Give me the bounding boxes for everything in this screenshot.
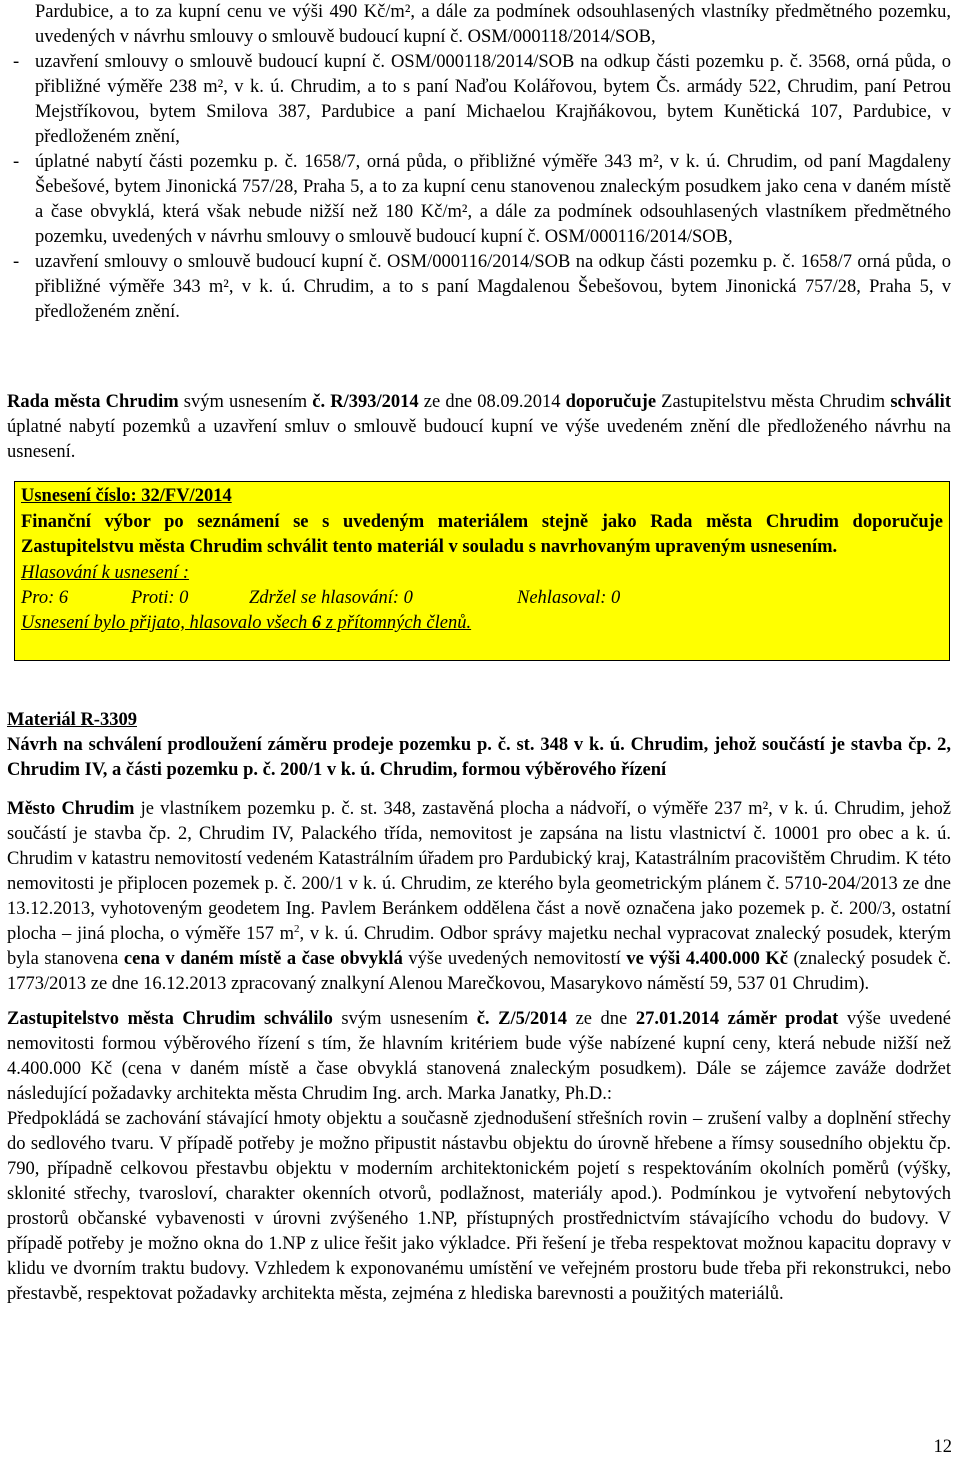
list-item bbox=[7, 50, 951, 150]
text: svým usnesením bbox=[178, 392, 313, 412]
paragraph-requirements: Předpokládá se zachování stávající hmoty objektu a současně zjednodušení střešních rovin – zrušení valby a doplnění střechy do sedlového tvaru. V případě potřeby je možno připustit nástavbu objektu do úrovně hřebene a římsy sousedního objektu čp. 790, případně celkovou přestavbu objektu v moderním architektonickém pojetí s respektováním okolních poměrů (výšky, sklonité střechy, tvarosloví, charakter okenních otvorů, podlažnost, materiály apod.). Podmínkou je vytvoření nebytových prostorů občanské vybavenosti v úrovni zvýšeného 1.NP, přístupných prostřednictvím stávajícího vchodu do budovy. V případě potřeby je možno okna do 1.NP z ulice řešit jako výkladce. Při řešení je třeba respektovat možnou kapacitu dopravy v klidu ve dvorním traktu budovy. Vzhledem k exponovanému umístění ve veřejném prostoru bude třeba při rekonstrukci, nebo přestavbě, respektovat požadavky architekta města, zejména z hlediska barevnosti a použitých materiálů. bbox=[7, 1109, 951, 1304]
text-bold: Zastupitelstvo města Chrudim schválilo bbox=[7, 1009, 333, 1029]
paragraph-zastupitelstvo bbox=[7, 1007, 951, 1107]
material-heading: Návrh na schválení prodloužení záměru prodeje pozemku p. č. st. 348 v k. ú. Chrudim, jehož součástí je stavba čp. 2, Chrudim IV, a části pozemku p. č. 200/1 v k. ú. Chrudim, formou výběrového řízení bbox=[7, 735, 951, 780]
text: úplatné nabytí pozemků a uzavření smluv o smlouvě budoucí kupní ve výše uvedeném znění dle předloženého návrhu na usnesení. bbox=[7, 417, 951, 462]
vote-zdrzel: Zdržel se hlasování: 0 bbox=[249, 588, 413, 608]
text-bold: 6 bbox=[311, 613, 322, 633]
text: výše uvedené nemovitosti formou výběrového řízení s tím, že hlavním kritériem bude výše nabízené kupní ceny, která nebude nižší než 4.400.000 Kč (cena v daném místě a čase obvyklá stanovená znaleckým posudkem). Dále se zájemce zaváže dodržet následující požadavky architekta města Chrudim Ing. arch. Marka Janatky, Ph.D.: bbox=[7, 1009, 951, 1104]
text-bold: cena v daném místě a čase obvyklá bbox=[123, 949, 403, 969]
text: výše uvedených nemovitostí bbox=[402, 949, 627, 969]
text: z přítomných členů. bbox=[321, 613, 472, 633]
text-bold: Rada města Chrudim bbox=[7, 392, 179, 412]
text-bold: 27.01.2014 záměr prodat bbox=[635, 1009, 839, 1029]
material-section bbox=[7, 708, 951, 1307]
paragraph-intro: Pardubice, a to za kupní cenu ve výši 490 Kč/m², a dále za podmínek odsouhlasených vlastníky předmětného pozemku, uvedených v návrhu smlouvy o smlouvě budoucí kupní č. OSM/000118/2014/SOB, bbox=[35, 2, 951, 47]
text: svým usnesením bbox=[332, 1009, 477, 1029]
text-bold: č. Z/5/2014 bbox=[476, 1009, 567, 1029]
vote-proti: Proti: 0 bbox=[131, 588, 189, 608]
proposal-list bbox=[7, 0, 951, 325]
resolution-title: Usnesení číslo: 32/FV/2014 bbox=[21, 486, 232, 506]
resolution-text: Finanční výbor po seznámení se s uvedeným materiálem stejně jako Rada města Chrudim doporučuje Zastupitelstvu města Chrudim schválit tento materiál v souladu s navrhovaným upraveným usnesením. bbox=[21, 511, 943, 557]
vote-nehlasoval: Nehlasoval: 0 bbox=[517, 588, 621, 608]
resolution-result bbox=[21, 611, 943, 637]
dash-marker: - bbox=[13, 52, 20, 72]
page-number: 12 bbox=[933, 1437, 952, 1457]
dash-marker: - bbox=[13, 252, 20, 272]
text-bold: schválit bbox=[890, 392, 951, 412]
list-item-text: uzavření smlouvy o smlouvě budoucí kupní č. OSM/000116/2014/SOB na odkup části pozemku p. č. 1658/7 orná půda, o přibližné výměře 343 m², v k. ú. Chrudim, a to s paní Magdalenou Šebešovou, bytem Jinonická 757/28, Praha 5, v předloženém znění. bbox=[35, 252, 951, 322]
text-bold: doporučuje bbox=[565, 392, 657, 412]
text: Zastupitelstvu města Chrudim bbox=[656, 392, 891, 412]
dash-marker: - bbox=[13, 152, 20, 172]
material-label: Materiál R-3309 bbox=[7, 710, 137, 730]
text-bold: Město Chrudim bbox=[7, 799, 135, 819]
resolution-box bbox=[14, 481, 950, 661]
text-bold: ve výši 4.400.000 Kč bbox=[626, 949, 788, 969]
text: Usnesení bylo přijato, hlasovalo všech bbox=[21, 613, 312, 633]
voting-results bbox=[21, 586, 943, 611]
voting-heading: Hlasování k usnesení : bbox=[21, 562, 190, 583]
list-item-text: úplatné nabytí části pozemku p. č. 1658/7, orná půda, o přibližné výměře 343 m², v k. ú. Chrudim, od paní Magdaleny Šebešové, bytem Jinonická 757/28, Praha 5, a to za kupní cenu stanovenou znaleckým posudkem jako cena v daném místě a čase obvyklá, která však nebude nižší než 180 Kč/m², a dále za podmínek odsouhlasených vlastníkem předmětného pozemku, uvedených v návrhu smlouvy o smlouvě budoucí kupní č. OSM/000116/2014/SOB, bbox=[35, 152, 951, 247]
text: je vlastníkem pozemku p. č. st. 348, zastavěná plocha a nádvoří, o výměře 237 m², v k. ú. Chrudim, jehož součástí je stavba čp. 2, Chrudim IV, Palackého třída, nemovitost je zapsána na listu vlastnictví č. 10001 pro obec a k. ú. Chrudim v katastru nemovitostí vedeném Katastrálním úřadem pro Pardubický kraj, Katastrálním pracovištěm Chrudim. K této nemovitosti je připlocen pozemek p. č. 200/1 v k. ú. Chrudim, ze kterého byla geometrickým plánem č. 5710-204/2013 ze dne 13.12.2013, vyhotoveným geodetem Ing. Pavlem Beránkem oddělena část a nově označena jako pozemek p. č. 200/3, ostatní plocha – jiná plocha, o výměře 157 m bbox=[7, 799, 951, 944]
list-item bbox=[7, 150, 951, 250]
paragraph-owner bbox=[7, 797, 951, 997]
text: , v k. ú. Chrudim. Odbor správy majetku nechal vypracovat znalecký posudek, kterým byla stanovena bbox=[7, 924, 952, 969]
paragraph-rada bbox=[7, 390, 951, 465]
council-recommendation bbox=[7, 390, 951, 465]
text: ze dne 08.09.2014 bbox=[418, 392, 566, 412]
vote-pro: Pro: 6 bbox=[21, 588, 69, 608]
list-item bbox=[7, 250, 951, 325]
list-item-text: uzavření smlouvy o smlouvě budoucí kupní č. OSM/000118/2014/SOB na odkup části pozemku p. č. 3568, orná půda, o přibližné výměře 238 m², v k. ú. Chrudim, a to s paní Naďou Kolářovou, bytem Čs. armády 522, Chrudim, paní Petrou Mejstříkovou, bytem Smilova 387, Pardubice a paní Michaelou Krajňákovou, bytem Kunětická 107, Pardubice, v předloženém znění, bbox=[35, 52, 951, 147]
text-bold: č. R/393/2014 bbox=[312, 392, 419, 412]
text: ze dne bbox=[567, 1009, 636, 1029]
text: (znalecký posudek č. 1773/2013 ze dne 16.12.2013 zpracovaný znalkyní Alenou Marečkovou, Masarykovo náměstí 59, 537 01 Chrudim). bbox=[7, 949, 951, 994]
superscript: 2 bbox=[294, 922, 300, 935]
